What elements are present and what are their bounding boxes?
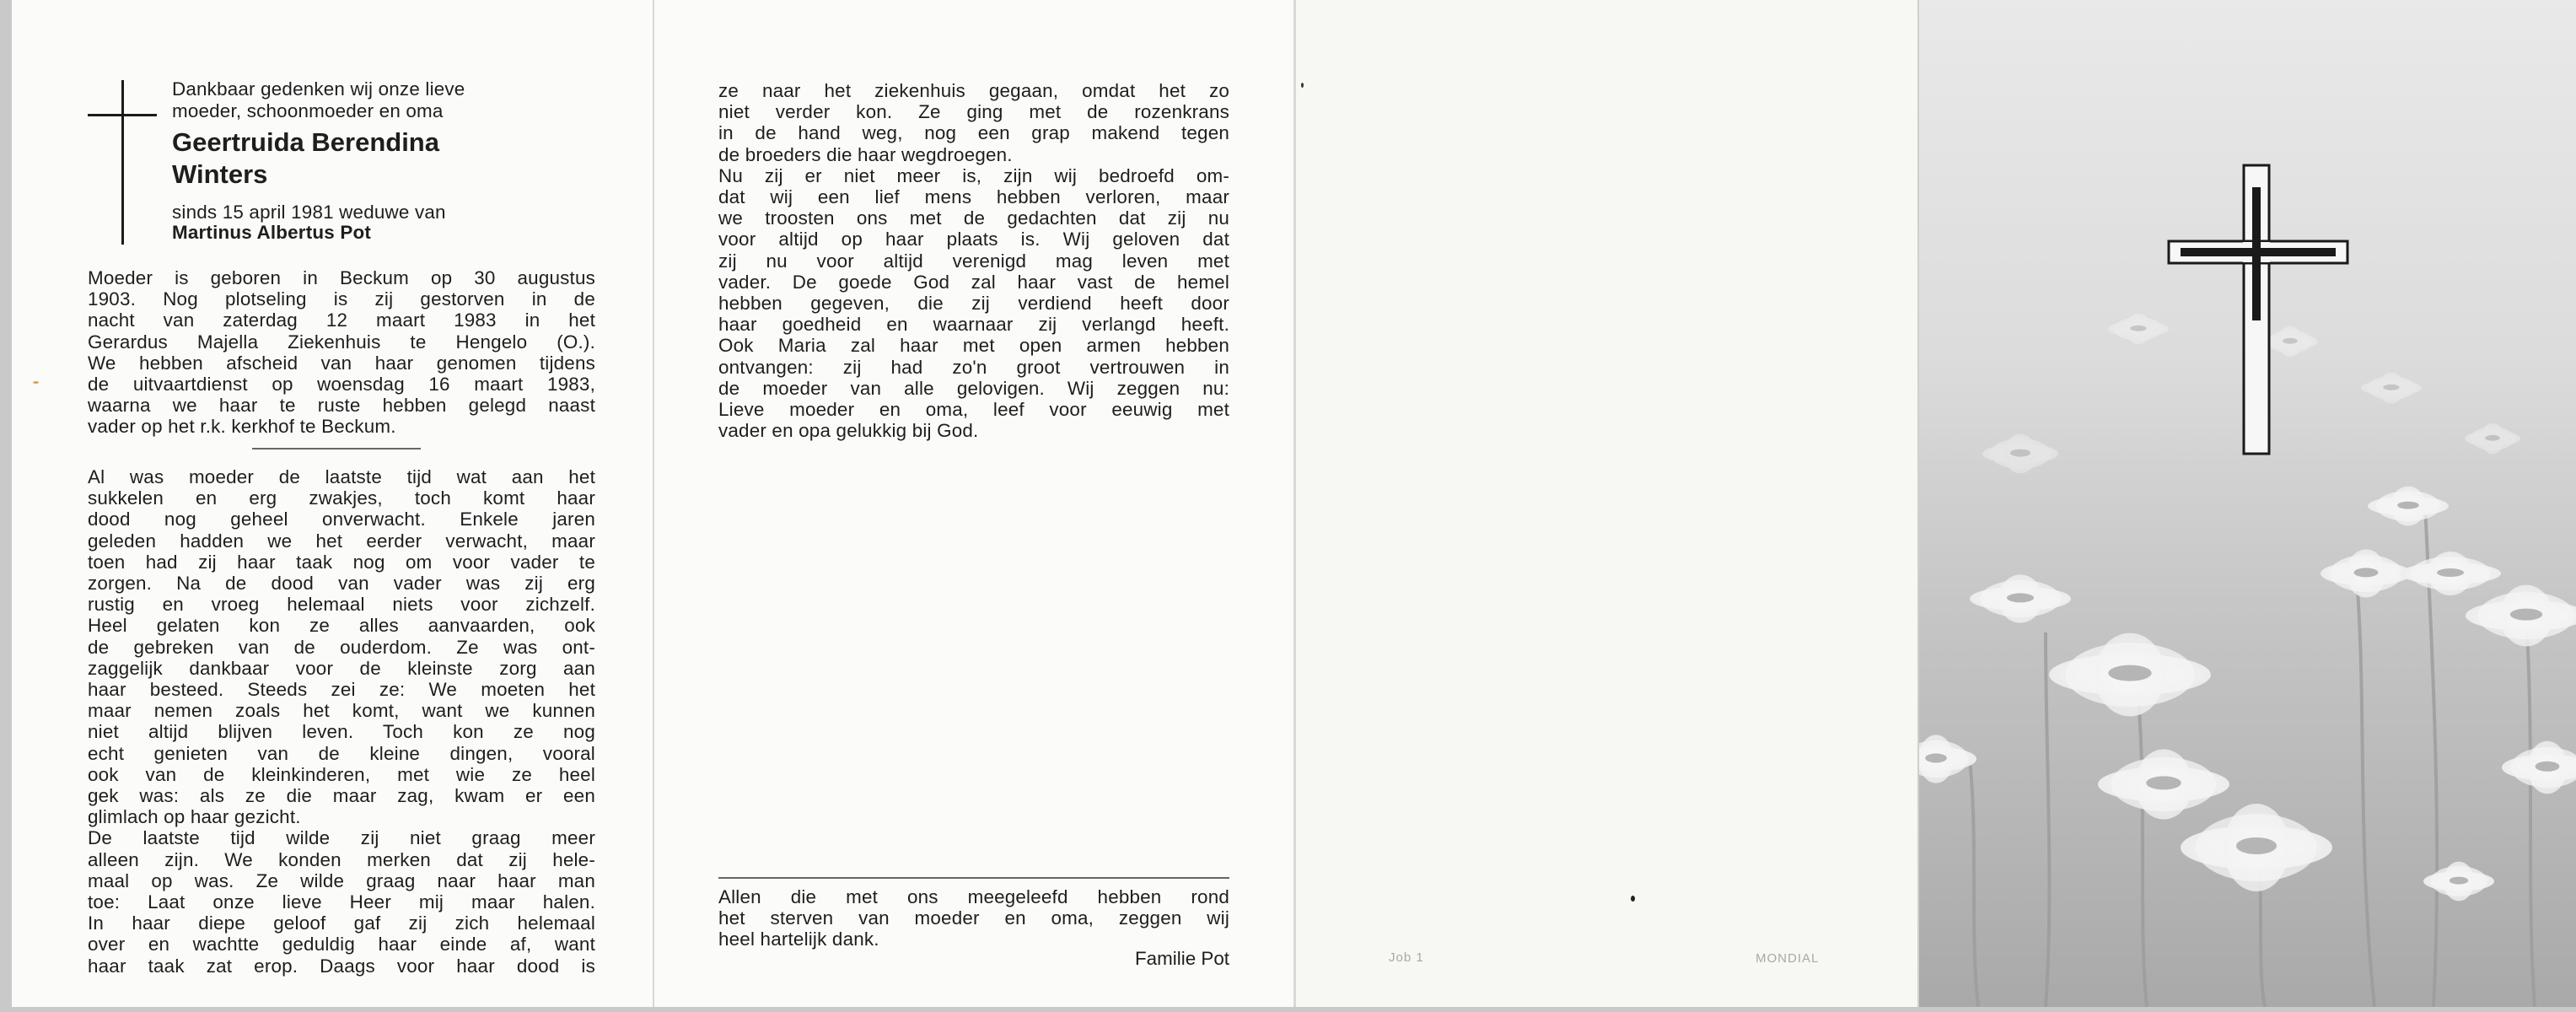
text-line: niet verder kon. Ze ging met de rozenkrans [718,101,1229,123]
text-line: sukkelen en erg zwakjes, toch komt haar [88,487,595,509]
text-line: Ook Maria zal haar met open armen hebben [718,335,1229,357]
text-line: zij nu voor altijd verenigd mag leven met [718,250,1229,272]
text-line: geleden hadden we het eerder verwacht, maar [88,530,595,552]
text-line: ontvangen: zij had zo'n groot vertrouwen in [718,356,1229,378]
text-line: haar taak zat erop. Daags voor haar dood is [88,955,595,977]
card-cover-photo [1919,0,2576,1007]
text-line: gek was: als ze die maar zag, kwam er een [88,785,595,807]
divider-rule [718,877,1229,879]
text-line: Al was moeder de laatste tijd wat aan het [88,466,595,487]
husband-name: Martinus Albertus Pot [172,222,371,243]
text-line: toe: Laat onze lieve Heer mij maar halen. [88,891,595,913]
divider-rule [252,448,421,449]
text-line: Nu zij er niet meer is, zijn wij bedroefd om- [718,164,1229,186]
text-line: heel hartelijk dank. [718,929,879,950]
text-line: haar besteed. Steeds zei ze: We moeten het [88,679,595,701]
paper-speck [1301,83,1304,88]
text-line: we troosten ons met de gedachten dat zij nu [718,207,1229,229]
text-line: waarna we haar te ruste hebben gelegd naast [88,395,595,417]
text-line: dood nog geheel onverwacht. Enkele jaren [88,509,595,530]
intro-line: moeder, schoonmoeder en oma [172,100,444,121]
cross-icon-vertical [121,80,124,245]
paragraph-continuation [718,80,1229,441]
text-line: de moeder van alle gelovigen. Wij zeggen nu: [718,377,1229,399]
text-line: de uitvaartdienst op woensdag 16 maart 1983, [88,374,595,396]
text-line: We hebben afscheid van haar genomen tijdens [88,352,595,374]
text-line: ze naar het ziekenhuis gegaan, omdat het zo [718,80,1229,101]
text-line: maal op was. Ze wilde graag naar haar man [88,869,595,891]
text-line: voor altijd op haar plaats is. Wij geloven dat [718,229,1229,250]
family-signature: Familie Pot [1135,948,1229,969]
text-line: het sterven van moeder en oma, zeggen wij [718,907,1229,929]
text-line: zorgen. Na de dood van vader was zij erg [88,573,595,595]
text-line: echt genieten van de kleine dingen, vooral [88,742,595,764]
text-line: haar goedheid en waarnaar zij verlangd heeft. [718,314,1229,336]
cross-icon-horizontal [88,114,157,116]
text-line: glimlach op haar gezicht. [88,806,301,828]
text-line: Moeder is geboren in Beckum op 30 augustus [88,267,595,288]
intro-line: Dankbaar gedenken wij onze lieve [172,78,465,100]
thanks-text [718,886,1229,950]
text-line: rustig en vroeg helemaal niets voor zichzelf. [88,594,595,616]
text-line: 1903. Nog plotseling is zij gestorven in de [88,288,595,310]
text-line: In haar diepe geloof gaf zij zich helemaal [88,912,595,934]
printer-mark: MONDIAL [1756,951,1820,966]
text-line: dat wij een lief mens hebben verloren, maar [718,186,1229,208]
intro-text [172,78,465,121]
name-line: Geertruida Berendina [172,127,439,157]
text-line: vader op het r.k. kerkhof te Beckum. [88,416,396,438]
text-line: de gebreken van de ouderdom. Ze was ont- [88,636,595,658]
text-line: zaggelijk dankbaar voor de kleinste zorg aan [88,657,595,679]
paper-speck [1631,896,1635,902]
text-line: niet altijd blijven leven. Toch kon ze nog [88,721,595,743]
text-line: toen had zij haar taak nog om voor vader te [88,551,595,573]
text-line: Lieve moeder en oma, leef voor eeuwig met [718,399,1229,421]
text-line: Allen die met ons meegeleefd hebben rond [718,886,1229,907]
text-line: Heel gelaten kon ze alles aanvaarden, ook [88,615,595,637]
text-line: over en wachtte geduldig haar einde af, want [88,934,595,955]
text-line: in de hand weg, nog een grap makend tegen [718,122,1229,144]
text-line: nacht van zaterdag 12 maart 1983 in het [88,310,595,331]
text-line: De laatste tijd wilde zij niet graag meer [88,827,595,849]
paragraph-biography [88,267,595,438]
job-mark: Job 1 [1389,950,1424,965]
card-panel-blank [1296,0,1917,1007]
card-panel-left [12,0,653,1007]
widow-since-line: sinds 15 april 1981 weduwe van [172,202,446,223]
text-line: vader. De goede God zal haar vast de hemel [718,271,1229,293]
paper-speck [33,381,39,384]
text-line: Gerardus Majella Ziekenhuis te Hengelo (O.). [88,331,595,353]
deceased-name [172,126,439,191]
text-line: de broeders die haar wegdroegen. [718,143,1013,165]
text-line: hebben gegeven, die zij verdiend heeft door [718,293,1229,315]
text-line: maar nemen zoals het komt, want we kunnen [88,700,595,722]
text-line: alleen zijn. We konden merken dat zij hele- [88,848,595,870]
text-line: ook van de kleinkinderen, met wie ze heel [88,763,595,785]
paragraph-memories [88,466,595,977]
card-panel-middle [654,0,1293,1007]
daisy-field-illustration [1919,0,2576,1007]
text-line: vader en opa gelukkig bij God. [718,420,979,442]
name-line: Winters [172,159,268,189]
